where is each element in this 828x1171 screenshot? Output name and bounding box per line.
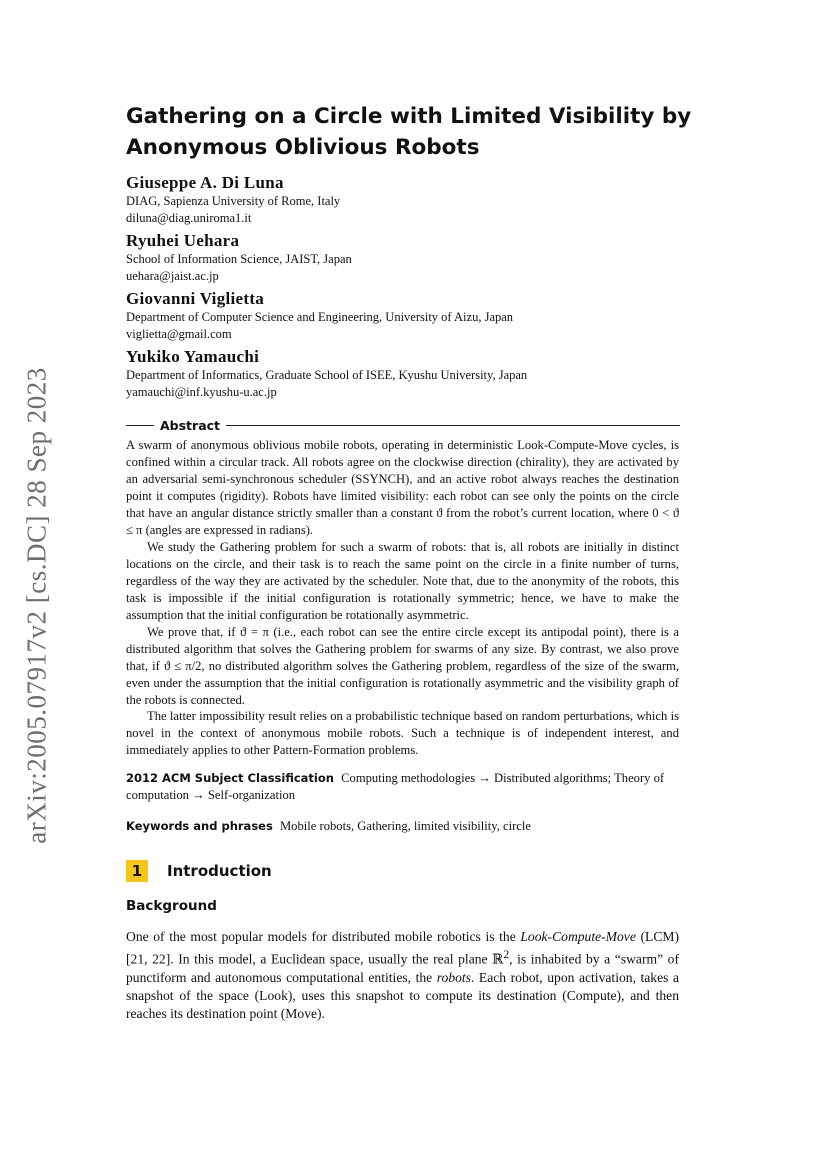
intro-text: One of the most popular models for distributed mobile robotics is the xyxy=(126,929,521,944)
author-name: Giovanni Viglietta xyxy=(126,289,265,308)
abstract-paragraph: The latter impossibility result relies on a probabilistic technique based on random perturbations, which is novel in the context of anonymous mobile robots. Such a technique is of independent interest, and immediately applies to other Pattern-Formation problems. xyxy=(126,709,679,757)
author-email: uehara@jaist.ac.jp xyxy=(126,269,219,283)
intro-text: . Each robot, upon activation, takes a snapshot of the space (Look), uses this snapshot to compute its destination (Compute), and then reaches its destination point (Move). xyxy=(126,969,679,1022)
intro-paragraph xyxy=(126,928,679,1024)
abstract-heading xyxy=(126,416,680,434)
keywords-text: Mobile robots, Gathering, limited visibility, circle xyxy=(279,819,531,833)
section-heading xyxy=(126,860,272,882)
author-block xyxy=(126,347,726,401)
author-name: Yukiko Yamauchi xyxy=(126,347,260,366)
author-block xyxy=(126,231,726,285)
section-title: Introduction xyxy=(167,862,272,880)
acm-classification xyxy=(126,770,679,804)
abstract-paragraph: We study the Gathering problem for such a swarm of robots: that is, all robots are initially in distinct locations on the circle, and their task is to reach the same point on the circle in a finite number of turns, regardless of the way they are activated by the scheduler. Note that, due to the anonymity of the robots, this task is impossible if the initial configuration is rotationally symmetric; hence, we have to make the assumption that the initial configuration be rotationally asymmetric. xyxy=(126,540,679,622)
author-email: yamauchi@inf.kyushu-u.ac.jp xyxy=(126,385,277,399)
author-affiliation: Department of Computer Science and Engineering, University of Aizu, Japan xyxy=(126,310,514,324)
author-block xyxy=(126,173,726,227)
acm-classification-text: Computing methodologies → Distributed algorithms; Theory of computation → Self-organization xyxy=(126,771,665,802)
arxiv-identifier-text: arXiv:2005.07917v2 [cs.DC] 28 Sep 2023 xyxy=(21,366,52,844)
keywords xyxy=(126,818,679,835)
acm-classification-label: 2012 ACM Subject Classification xyxy=(126,771,334,785)
intro-superscript: 2 xyxy=(503,949,510,962)
author-email: diluna@diag.uniroma1.it xyxy=(126,211,252,225)
abstract-paragraph: We prove that, if ϑ = π (i.e., each robot can see the entire circle except its antipodal point), there is a distributed algorithm that solves the Gathering problem for swarms of any size. By contrast, we also prove that, if ϑ ≤ π/2, no distributed algorithm solves the Gathering problem, regardless of the size of the swarm, even under the assumption that the initial configuration is rotationally asymmetric and the visibility graph of the robots is connected. xyxy=(126,625,679,707)
abstract-label: Abstract xyxy=(160,417,221,433)
subsection-heading: Background xyxy=(126,898,217,914)
abstract-rule-left xyxy=(126,425,154,426)
author-name: Ryuhei Uehara xyxy=(126,231,240,250)
paper-title: Gathering on a Circle with Limited Visibility by Anonymous Oblivious Robots xyxy=(126,104,692,160)
intro-italic-term: robots xyxy=(436,969,471,985)
arxiv-identifier-stamp xyxy=(12,360,62,850)
intro-italic-term: Look-Compute-Move xyxy=(520,929,636,944)
author-block xyxy=(126,289,726,343)
section-number: 1 xyxy=(126,860,148,882)
author-affiliation: DIAG, Sapienza University of Rome, Italy xyxy=(126,194,341,208)
abstract-paragraph: A swarm of anonymous oblivious mobile robots, operating in deterministic Look-Compute-Move cycles, is confined within a circular track. All robots agree on the clockwise direction (chirality), they are activated by an adversarial semi-synchronous scheduler (SSYNCH), and an active robot always reaches the destination point it computes (rigidity). Robots have limited visibility: each robot can see only the points on the circle that have an angular distance strictly smaller than a constant ϑ from the robot’s current location, where 0 < ϑ ≤ π (angles are expressed in radians). xyxy=(126,438,679,537)
keywords-label: Keywords and phrases xyxy=(126,819,273,833)
author-name: Giuseppe A. Di Luna xyxy=(126,173,284,192)
author-affiliation: Department of Informatics, Graduate School of ISEE, Kyushu University, Japan xyxy=(126,368,528,382)
intro-text: (LCM) [21, 22]. In this model, a Euclidean space, usually the real plane ℝ xyxy=(126,929,679,967)
abstract-rule-right xyxy=(226,425,680,426)
author-affiliation: School of Information Science, JAIST, Japan xyxy=(126,252,352,266)
intro-text: , is inhabited by a “swarm” of punctiform and autonomous computational entities, the xyxy=(126,951,679,985)
author-email: viglietta@gmail.com xyxy=(126,327,232,341)
